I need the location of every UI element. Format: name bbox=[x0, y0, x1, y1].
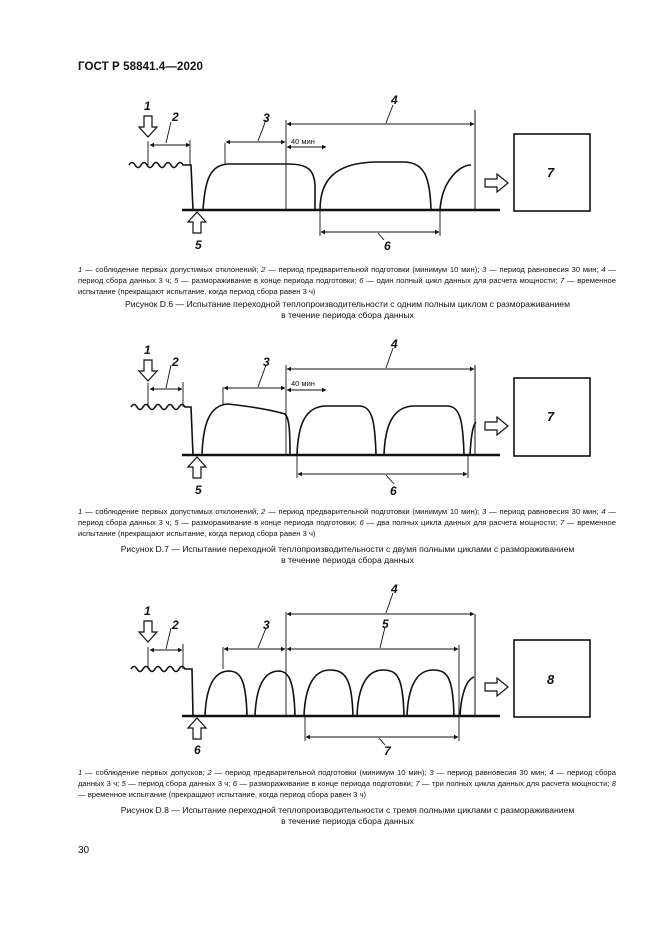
legend-item: 4 — период сбора данных 3 ч; bbox=[78, 768, 616, 788]
legend-item: 6 — два полных цикла данных для расчета мощности; bbox=[359, 518, 560, 527]
label-4: 4 bbox=[391, 582, 398, 596]
signal-conditioning-2 bbox=[255, 671, 295, 716]
box-label: 8 bbox=[547, 672, 555, 687]
legend-item: 3 — период равновесия 30 мин; bbox=[482, 507, 602, 516]
figure-d6-caption: Рисунок D.6 — Испытание переходной теплопроизводительности с одним полным циклом с размораживанием в течение периода сбора данных bbox=[125, 299, 570, 320]
label-5: 5 bbox=[195, 483, 202, 497]
label-6: 6 bbox=[384, 239, 391, 253]
arrow-right-icon bbox=[485, 417, 508, 435]
signal-conditioning bbox=[202, 404, 290, 455]
arrow-down-icon bbox=[139, 360, 157, 381]
label-6: 6 bbox=[390, 484, 397, 498]
box-label: 7 bbox=[547, 165, 555, 180]
legend-item: 6 — один полный цикл данных для расчета мощности; bbox=[359, 276, 561, 285]
label-2: 2 bbox=[172, 355, 179, 369]
legend-item: 2 — период предварительной подготовки (минимум 10 мин); bbox=[261, 265, 483, 274]
legend-item: 1 — соблюдение первых допустимых отклонений; bbox=[78, 265, 262, 274]
arrow-down-icon bbox=[139, 116, 157, 137]
document-header: ГОСТ Р 58841.4—2020 bbox=[78, 61, 203, 73]
signal-cycle-1 bbox=[297, 406, 376, 455]
arrow-down-icon bbox=[139, 621, 157, 642]
figure-d6 bbox=[0, 0, 661, 330]
legend-item: 7 — три полных цикла данных для расчета мощности; bbox=[415, 779, 612, 788]
label-3: 3 bbox=[263, 618, 270, 632]
arrow-up-icon bbox=[188, 212, 206, 233]
label-7: 7 bbox=[384, 744, 391, 758]
label-3: 3 bbox=[263, 355, 270, 369]
arrow-up-icon bbox=[188, 718, 206, 739]
label-1: 1 bbox=[144, 604, 151, 618]
legend-item: 7 — временное испытание (прекращают испытание, когда период сбора равен 3 ч) bbox=[78, 518, 617, 538]
figure-d6-legend bbox=[78, 264, 616, 297]
signal-cycle-3 bbox=[407, 670, 454, 716]
signal-start bbox=[129, 163, 193, 211]
legend-item: 8 — временное испытание (прекращают испытание, когда период сбора равен 3 ч) bbox=[78, 779, 617, 799]
box-label: 7 bbox=[547, 409, 555, 424]
legend-item: 1 — соблюдение первых допустимых отклонений; bbox=[78, 507, 262, 516]
figure-d7 bbox=[0, 330, 661, 575]
figure-d8 bbox=[0, 575, 661, 835]
legend-item: 5 — период сбора данных 3 ч; bbox=[121, 779, 233, 788]
legend-item: 4 — период сбора данных 3 ч; bbox=[78, 265, 616, 285]
legend-item: 5 — размораживание в конце периода подготовки; bbox=[174, 518, 360, 527]
signal-cycle-1 bbox=[320, 162, 431, 210]
signal-cycle-2 bbox=[440, 165, 471, 210]
arrow-up-icon bbox=[188, 457, 206, 478]
signal-cycle-2 bbox=[357, 670, 404, 716]
signal-conditioning-1 bbox=[205, 671, 247, 716]
legend-item: 6 — размораживание в конце периода подготовки; bbox=[232, 779, 416, 788]
legend-item: 4 — период сбора данных 3 ч; bbox=[78, 507, 616, 527]
figure-d7-caption: Рисунок D.7 — Испытание переходной теплопроизводительности с двумя полными циклами с размораживанием в течение периода сбора данных bbox=[120, 544, 575, 565]
label-2: 2 bbox=[172, 618, 179, 632]
legend-item: 3 — период равновесия 30 мин; bbox=[429, 768, 550, 777]
label-2: 2 bbox=[172, 110, 179, 124]
figure-d7-legend bbox=[78, 506, 616, 539]
signal-cycle-4 bbox=[460, 677, 474, 716]
label-6: 6 bbox=[194, 743, 201, 757]
figure-d8-legend bbox=[78, 767, 616, 800]
label-minutes: 40 мин bbox=[291, 379, 315, 388]
label-3: 3 bbox=[263, 111, 270, 125]
figure-d8-caption: Рисунок D.8 — Испытание переходной теплопроизводительности с тремя полными циклами с размораживанием в течение периода сбора данных bbox=[120, 805, 575, 826]
legend-item: 1 — соблюдение первых допусков; bbox=[78, 768, 208, 777]
signal-conditioning bbox=[203, 164, 315, 210]
signal-cycle-1 bbox=[304, 670, 353, 716]
label-5: 5 bbox=[382, 617, 389, 631]
signal-cycle-2 bbox=[384, 406, 464, 455]
arrow-right-icon bbox=[485, 174, 508, 192]
legend-item: 3 — период равновесия 30 мин; bbox=[482, 265, 602, 274]
label-1: 1 bbox=[144, 343, 151, 357]
label-4: 4 bbox=[391, 93, 398, 107]
legend-item: 7 — временное испытание (прекращают испытание, когда период сбора равен 3 ч) bbox=[78, 276, 617, 296]
page-number: 30 bbox=[78, 845, 90, 856]
legend-item: 2 — период предварительной подготовки (минимум 10 мин); bbox=[261, 507, 483, 516]
label-1: 1 bbox=[144, 99, 151, 113]
signal-start bbox=[131, 405, 193, 456]
label-minutes: 40 мин bbox=[291, 137, 315, 146]
legend-item: 5 — размораживание в конце периода подготовки; bbox=[174, 276, 360, 285]
label-4: 4 bbox=[391, 337, 398, 351]
legend-item: 2 — период предварительной подготовки (минимум 10 мин); bbox=[207, 768, 430, 777]
arrow-right-icon bbox=[485, 678, 508, 696]
signal-start bbox=[131, 667, 193, 717]
label-5: 5 bbox=[195, 238, 202, 252]
